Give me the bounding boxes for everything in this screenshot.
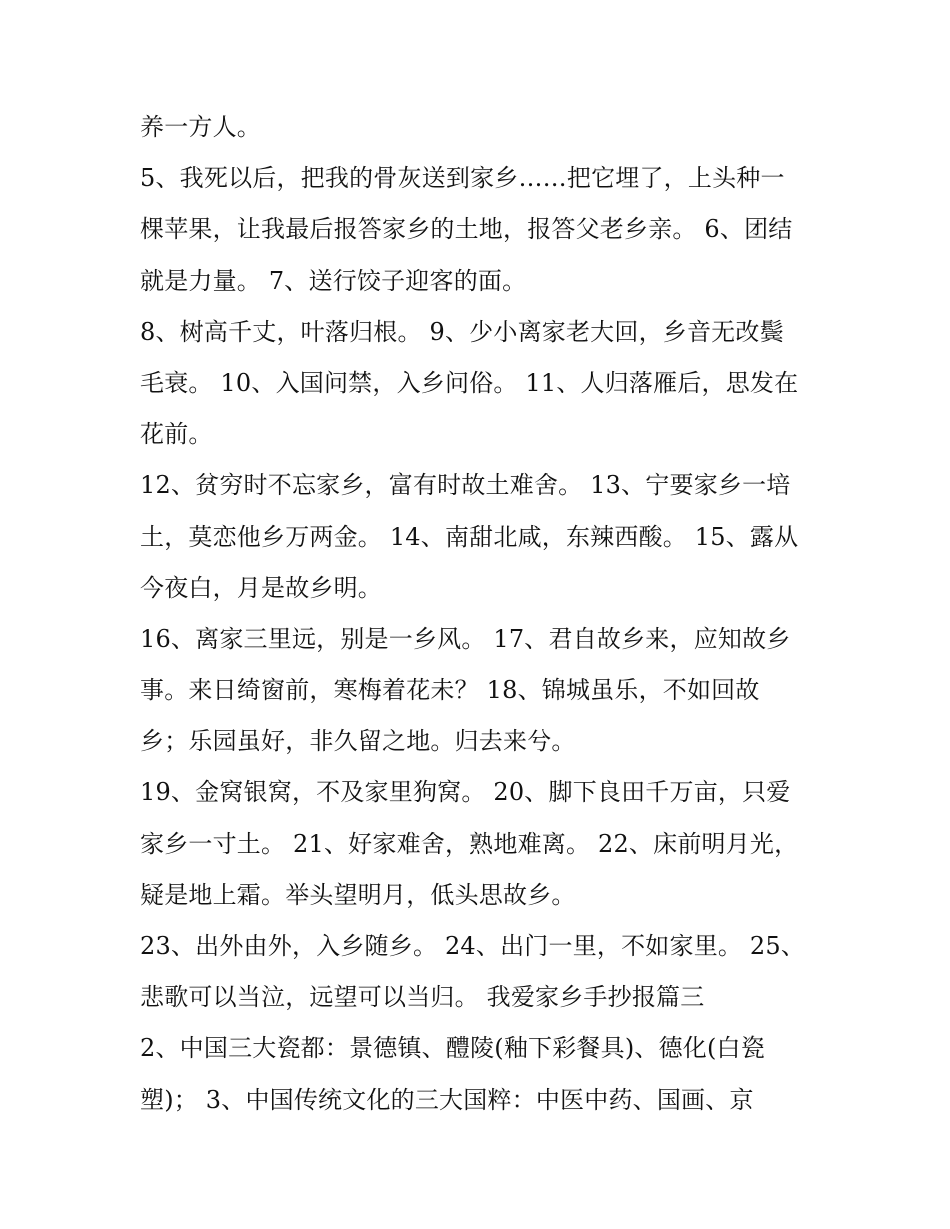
text-line: 乡；乐园虽好，非久留之地。归去来兮。 bbox=[140, 727, 576, 756]
text-line: 事。来日绮窗前，寒梅着花未？ 18、锦城虽乐，不如回故 bbox=[140, 676, 760, 705]
text-line: 8、树高千丈，叶落归根。 9、少小离家老大回，乡音无改鬓 bbox=[140, 317, 784, 346]
text-line: 悲歌可以当泣，远望可以当归。 我爱家乡手抄报篇三 bbox=[140, 983, 705, 1012]
text-line: 毛衰。 10、入国问禁，入乡问俗。 11、人归落雁后，思发在 bbox=[140, 368, 799, 397]
text-line: 23、出外由外，入乡随乡。 24、出门一里，不如家里。 25、 bbox=[140, 932, 806, 960]
text-line: 5、我死以后，把我的骨灰送到家乡……把它埋了，上头种一 bbox=[140, 164, 785, 193]
text-line: 19、金窝银窝，不及家里狗窝。 20、脚下良田千万亩，只爱 bbox=[140, 778, 791, 807]
document-body bbox=[140, 102, 820, 1126]
text-line: 土，莫恋他乡万两金。 14、南甜北咸，东辣西酸。 15、露从 bbox=[140, 522, 799, 551]
text-line: 就是力量。 7、送行饺子迎客的面。 bbox=[140, 266, 527, 295]
text-line: 今夜白，月是故乡明。 bbox=[140, 573, 382, 602]
text-line: 12、贫穷时不忘家乡，富有时故土难舍。 13、宁要家乡一培 bbox=[140, 471, 791, 500]
text-line: 家乡一寸土。 21、好家难舍，熟地难离。 22、床前明月光， bbox=[140, 829, 799, 858]
text-line: 疑是地上霜。举头望明月，低头思故乡。 bbox=[140, 880, 576, 909]
text-line: 养一方人。 bbox=[140, 113, 261, 141]
text-line: 2、中国三大瓷都：景德镇、醴陵(釉下彩餐具)、德化(白瓷 bbox=[140, 1034, 765, 1063]
text-line: 花前。 bbox=[140, 420, 213, 449]
text-line: 16、离家三里远，别是一乡风。 17、君自故乡来，应知故乡 bbox=[140, 624, 791, 653]
text-line: 棵苹果，让我最后报答家乡的土地，报答父老乡亲。 6、团结 bbox=[140, 215, 793, 244]
text-line: 塑)； 3、中国传统文化的三大国粹：中医中药、国画、京 bbox=[140, 1085, 754, 1114]
